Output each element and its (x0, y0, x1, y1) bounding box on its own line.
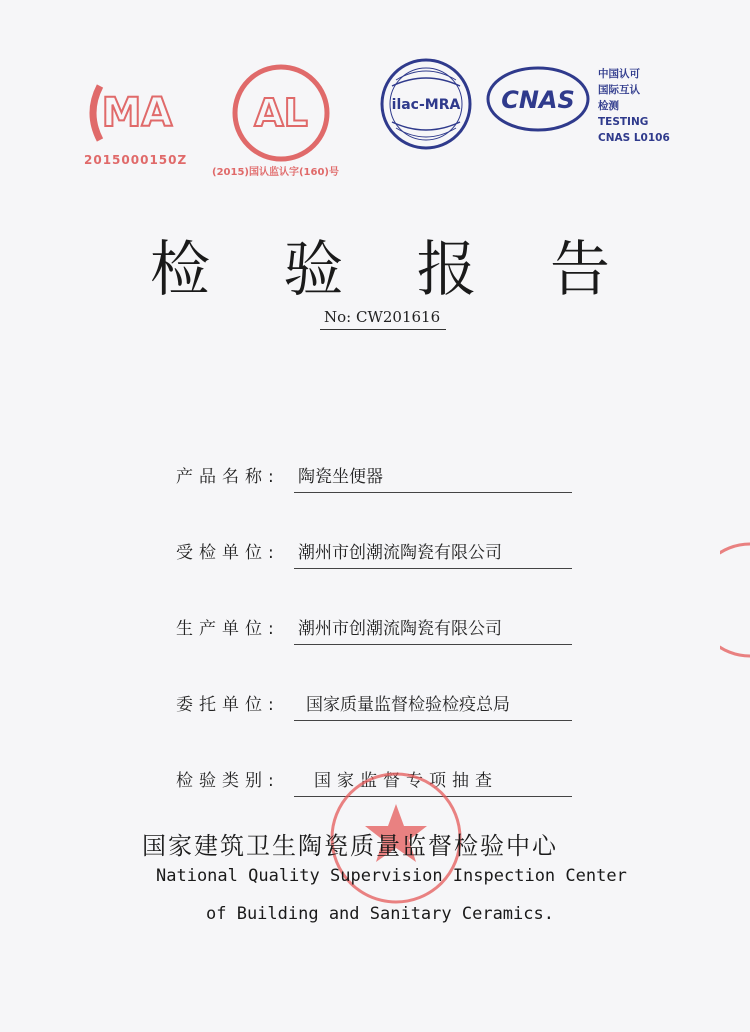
cnas-side-line: 中国认可 (598, 68, 640, 80)
field-value: 潮州市创潮流陶瓷有限公司 (298, 543, 502, 563)
svg-text:ilac-MRA: ilac-MRA (391, 97, 461, 113)
svg-text:MA: MA (101, 90, 173, 136)
cnas-accreditation-text (598, 66, 688, 146)
field-value: 潮州市创潮流陶瓷有限公司 (298, 619, 502, 639)
center-name-cn: 国家建筑卫生陶瓷质量监督检验中心 (142, 832, 558, 860)
field-manufacturer (176, 614, 576, 654)
center-name-en-line2: of Building and Sanitary Ceramics. (206, 904, 554, 924)
report-number: No: CW201616 (320, 308, 446, 330)
cal-code: (2015)国认监认字(160)号 (212, 167, 339, 178)
cnas-side-line: CNAS L0106 (598, 132, 670, 144)
field-value: 国家监督专项抽查 (314, 771, 498, 791)
ilac-mra-logo (378, 56, 474, 152)
cma-logo (82, 78, 192, 148)
cnas-side-line: 检测 (598, 100, 619, 112)
report-title (150, 222, 610, 308)
center-name-en-line1: National Quality Supervision Inspection Center (156, 866, 627, 886)
title-char: 验 (283, 235, 344, 305)
field-underline (294, 720, 572, 721)
title-char: 检 (150, 235, 210, 305)
field-value: 国家质量监督检验检疫总局 (306, 695, 510, 715)
field-label: 受检单位: (176, 543, 280, 563)
cnas-side-line: TESTING (598, 116, 649, 128)
cnas-side-line: 国际互认 (598, 84, 640, 96)
field-underline (294, 568, 572, 569)
field-label: 产品名称: (176, 467, 280, 487)
field-inspected-unit (176, 538, 576, 578)
field-label: 委托单位: (176, 695, 280, 715)
edge-seal (720, 540, 750, 660)
field-product-name (176, 462, 576, 502)
cal-logo (230, 62, 332, 164)
cnas-logo (486, 66, 590, 132)
svg-text:CNAS: CNAS (501, 86, 575, 114)
field-label: 检验类别: (176, 771, 280, 791)
field-value: 陶瓷坐便器 (298, 467, 383, 487)
field-label: 生产单位: (176, 619, 280, 639)
title-char: 告 (549, 235, 610, 305)
field-underline (294, 644, 572, 645)
field-commissioning-unit (176, 690, 576, 730)
field-underline (294, 492, 572, 493)
cma-code: 2015000150Z (84, 153, 188, 167)
title-char: 报 (416, 235, 477, 305)
svg-text:AL: AL (254, 91, 308, 135)
